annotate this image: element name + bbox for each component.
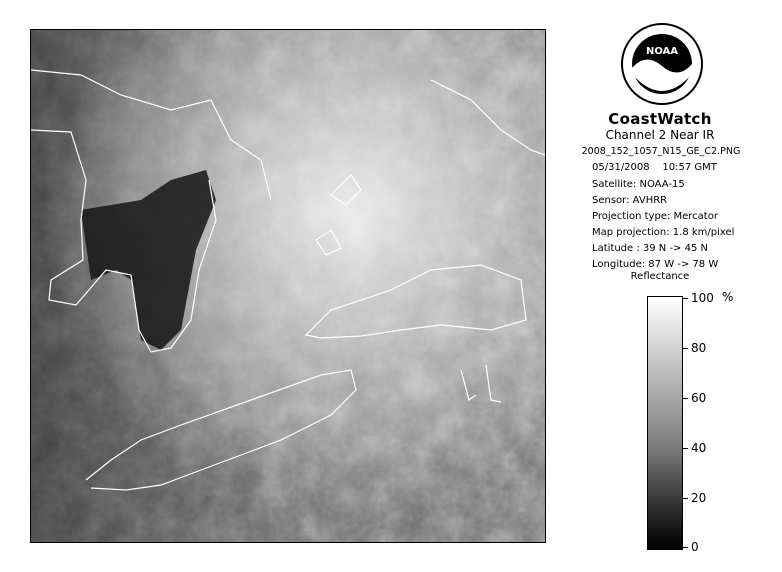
info-sensor: Sensor: AVHRR xyxy=(592,195,668,206)
colorbar-tick-label: 100 xyxy=(691,291,714,305)
colorbar-tick xyxy=(682,498,688,499)
colorbar-tick-label: 80 xyxy=(691,341,707,355)
noaa-logo-text: NOAA xyxy=(645,46,679,57)
app-title: CoastWatch xyxy=(608,110,712,128)
colorbar-tick-label: 40 xyxy=(691,441,707,455)
colorbar-label: Reflectance xyxy=(630,271,690,282)
colorbar-tick xyxy=(682,348,688,349)
acquisition-date: 05/31/2008 xyxy=(592,162,650,173)
colorbar-tick xyxy=(682,398,688,399)
colorbar-tick-label: 20 xyxy=(691,491,707,505)
colorbar-tick-label: 0 xyxy=(691,540,699,554)
colorbar-tick xyxy=(682,547,688,548)
noaa-logo xyxy=(620,22,704,106)
info-latitude: Latitude : 39 N -> 45 N xyxy=(592,243,708,254)
satellite-image-svg xyxy=(31,30,545,542)
acquisition-datetime xyxy=(592,162,717,173)
colorbar-tick xyxy=(682,448,688,449)
info-satellite: Satellite: NOAA-15 xyxy=(592,179,685,190)
channel-subtitle: Channel 2 Near IR xyxy=(605,128,715,142)
file-name: 2008_152_1057_N15_GE_C2.PNG xyxy=(581,146,741,157)
info-longitude: Longitude: 87 W -> 78 W xyxy=(592,259,719,270)
reflectance-colorbar xyxy=(647,296,683,550)
noaa-seal-icon xyxy=(620,22,704,106)
info-projection-type: Projection type: Mercator xyxy=(592,211,718,222)
acquisition-time: 10:57 GMT xyxy=(662,162,717,173)
colorbar-tick-label: 60 xyxy=(691,391,707,405)
info-map-projection: Map projection: 1.8 km/pixel xyxy=(592,227,735,238)
colorbar-unit: % xyxy=(722,290,734,304)
satellite-image xyxy=(30,29,546,543)
colorbar-tick xyxy=(682,298,688,299)
